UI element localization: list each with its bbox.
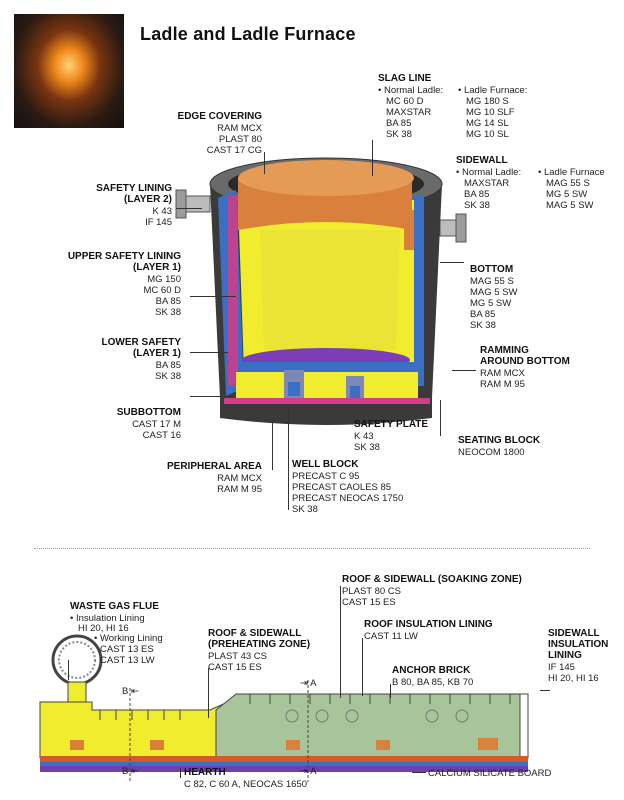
slag-normal-label: • Normal Ladle: bbox=[378, 85, 444, 96]
sidewall-furnace-item: MG 5 SW bbox=[546, 189, 588, 200]
waste-gas-working-label: • Working Lining bbox=[94, 633, 163, 644]
sidewall-insulation-title-3: LINING bbox=[548, 650, 582, 661]
roof-insulation-item: CAST 11 LW bbox=[364, 631, 418, 642]
hearth-band bbox=[40, 756, 528, 762]
upper-safety-item: BA 85 bbox=[155, 296, 181, 307]
bottom-item: MAG 55 S bbox=[470, 276, 514, 287]
sidewall-insulation-title: SIDEWALL bbox=[548, 628, 600, 639]
well-block-item: PRECAST C 95 bbox=[292, 471, 360, 482]
subbottom-title: SUBBOTTOM bbox=[116, 407, 181, 418]
sidewall-normal-item: MAXSTAR bbox=[464, 178, 510, 189]
preheating-subtitle: (PREHEATING ZONE) bbox=[208, 639, 311, 650]
seating-block-title: SEATING BLOCK bbox=[458, 435, 541, 446]
sidewall-insulation-item: HI 20, HI 16 bbox=[548, 673, 599, 684]
section-a-label: A bbox=[310, 766, 317, 777]
bottom-item: MG 5 SW bbox=[470, 298, 512, 309]
anchor-brick-item: B 80, BA 85, KB 70 bbox=[392, 677, 474, 688]
bottom-item: MAG 5 SW bbox=[470, 287, 518, 298]
sidewall-furnace-item: MAG 5 SW bbox=[546, 200, 594, 211]
section-divider bbox=[34, 548, 590, 549]
peripheral-item: RAM MCX bbox=[217, 473, 262, 484]
well-block-item: SK 38 bbox=[292, 504, 318, 515]
section-a-top: ⇥ A bbox=[300, 678, 317, 689]
ramming-item: RAM M 95 bbox=[480, 379, 525, 390]
slag-normal-item: BA 85 bbox=[386, 118, 412, 129]
slag-normal-item: SK 38 bbox=[386, 129, 412, 140]
waste-gas-insulation: HI 20, HI 16 bbox=[78, 623, 129, 634]
preheating-item: CAST 15 ES bbox=[208, 662, 262, 673]
slag-normal-item: MC 60 D bbox=[386, 96, 424, 107]
roof-insulation-title: ROOF INSULATION LINING bbox=[364, 619, 493, 630]
section-a-label: A bbox=[310, 678, 317, 689]
safety-plate-item: SK 38 bbox=[354, 442, 380, 453]
section-b-bottom: B ⇤ bbox=[122, 766, 139, 777]
preheating-zone bbox=[40, 702, 228, 758]
safety-lining-2-subtitle: (LAYER 2) bbox=[124, 194, 172, 205]
section-b-label: B bbox=[122, 766, 129, 777]
peripheral-item: RAM M 95 bbox=[217, 484, 262, 495]
slag-furnace-item: MG 10 SL bbox=[466, 129, 509, 140]
edge-covering-item: PLAST 80 bbox=[218, 134, 262, 145]
sidewall-insulation-item: IF 145 bbox=[548, 662, 575, 673]
lower-safety-item: BA 85 bbox=[155, 360, 181, 371]
upper-safety-title: UPPER SAFETY LINING bbox=[67, 251, 181, 262]
waste-gas-title: WASTE GAS FLUE bbox=[70, 601, 159, 612]
ramming-item: RAM MCX bbox=[480, 368, 525, 379]
safety-lining-2-item: K 43 bbox=[152, 206, 172, 217]
calcium-silicate-label: CALCIUM SILICATE BOARD bbox=[428, 768, 552, 779]
safety-plate-item: K 43 bbox=[354, 431, 374, 442]
page-title: Ladle and Ladle Furnace bbox=[140, 24, 356, 44]
slag-furnace-item: MG 10 SLF bbox=[466, 107, 515, 118]
preheating-title: ROOF & SIDEWALL bbox=[208, 628, 302, 639]
slag-normal-item: MAXSTAR bbox=[386, 107, 432, 118]
anchor-brick-title: ANCHOR BRICK bbox=[392, 665, 471, 676]
lower-safety-title: LOWER SAFETY bbox=[101, 337, 181, 348]
bottom-item: SK 38 bbox=[470, 320, 496, 331]
sidewall-normal-label: • Normal Ladle: bbox=[456, 167, 522, 178]
hearth-item: C 82, C 60 A, NEOCAS 1650 bbox=[184, 779, 308, 790]
slag-furnace-item: MG 14 SL bbox=[466, 118, 509, 129]
soaking-item: CAST 15 ES bbox=[342, 597, 396, 608]
sidewall-normal-item: BA 85 bbox=[464, 189, 490, 200]
well-block-title: WELL BLOCK bbox=[292, 459, 359, 470]
section-b-top: B ⇤ bbox=[122, 686, 139, 697]
upper-safety-subtitle: (LAYER 1) bbox=[133, 262, 181, 273]
upper-safety-item: SK 38 bbox=[155, 307, 181, 318]
ramming-title: RAMMING bbox=[480, 345, 529, 356]
peripheral-title: PERIPHERAL AREA bbox=[166, 461, 262, 472]
soaking-item: PLAST 80 CS bbox=[342, 586, 401, 597]
subbottom-item: CAST 17 M bbox=[132, 419, 181, 430]
waste-gas-working: CAST 13 LW bbox=[100, 655, 155, 666]
lower-safety-item: SK 38 bbox=[155, 371, 181, 382]
safety-lining-2-title: SAFETY LINING bbox=[96, 183, 172, 194]
well-block-item: PRECAST CAOLES 85 bbox=[292, 482, 392, 493]
safety-plate-title: SAFETY PLATE bbox=[354, 419, 429, 430]
sidewall-insulation-title-2: INSULATION bbox=[548, 639, 609, 650]
section-b-label: B bbox=[122, 686, 129, 697]
hearth-title: HEARTH bbox=[184, 767, 226, 778]
preheating-item: PLAST 43 CS bbox=[208, 651, 267, 662]
waste-gas-working: CAST 13 ES bbox=[100, 644, 154, 655]
edge-covering-item: CAST 17 CG bbox=[206, 145, 262, 156]
upper-safety-item: MG 150 bbox=[147, 274, 181, 285]
edge-covering-item: RAM MCX bbox=[217, 123, 262, 134]
section-a-bottom: ⇥ A bbox=[300, 766, 317, 777]
sidewall-normal-item: SK 38 bbox=[464, 200, 490, 211]
slag-furnace-label: • Ladle Furnace: bbox=[458, 85, 528, 96]
ramming-subtitle: AROUND BOTTOM bbox=[480, 356, 570, 367]
slag-furnace-item: MG 180 S bbox=[466, 96, 509, 107]
upper-safety-item: MC 60 D bbox=[143, 285, 181, 296]
bottom-title: BOTTOM bbox=[470, 264, 514, 275]
soaking-zone bbox=[216, 694, 520, 758]
sidewall-furnace-item: MAG 55 S bbox=[546, 178, 590, 189]
lower-safety-subtitle: (LAYER 1) bbox=[133, 348, 181, 359]
bottom-item: BA 85 bbox=[470, 309, 496, 320]
sidewall-furnace-label: • Ladle Furnace bbox=[538, 167, 605, 178]
subbottom-item: CAST 16 bbox=[142, 430, 181, 441]
edge-covering-title: EDGE COVERING bbox=[177, 111, 262, 122]
soaking-title: ROOF & SIDEWALL (SOAKING ZONE) bbox=[342, 574, 522, 585]
sidewall-title: SIDEWALL bbox=[456, 155, 508, 166]
slag-line-title: SLAG LINE bbox=[378, 73, 432, 84]
waste-gas-insulation-label: • Insulation Lining bbox=[70, 613, 145, 624]
well-block-item: PRECAST NEOCAS 1750 bbox=[292, 493, 404, 504]
seating-block-item: NEOCOM 1800 bbox=[458, 447, 525, 458]
safety-lining-2-item: IF 145 bbox=[145, 217, 172, 228]
